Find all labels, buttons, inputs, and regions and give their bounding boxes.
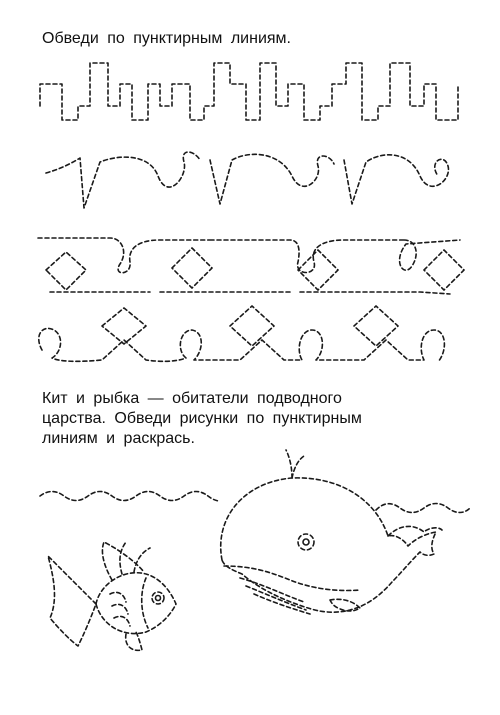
trace-line-loops-diamonds[interactable] xyxy=(39,306,445,362)
trace-line-curl-wave[interactable] xyxy=(46,152,448,208)
fish-tail[interactable] xyxy=(48,556,96,646)
fish-gill[interactable] xyxy=(142,578,148,628)
instruction-line-3: линиям и раскрась. xyxy=(42,430,195,447)
whale-drawing[interactable] xyxy=(221,450,442,614)
instruction-trace-lines: Обведи по пунктирным линиям. xyxy=(42,30,291,47)
fish-pupil xyxy=(156,596,161,601)
fish-drawing[interactable] xyxy=(48,542,176,650)
whale-spout[interactable] xyxy=(286,450,304,478)
whale-tail[interactable] xyxy=(388,526,442,536)
whale-eye[interactable] xyxy=(298,534,314,550)
fish-bottom-fin[interactable] xyxy=(126,632,142,650)
trace-line-square-wave[interactable] xyxy=(40,63,458,120)
instruction-line-1: Кит и рыбка — обитатели подводного xyxy=(42,390,342,407)
fish-scales[interactable] xyxy=(110,592,130,626)
fish-body-outline[interactable] xyxy=(96,573,176,634)
trace-line-water-wave[interactable] xyxy=(40,492,470,513)
whale-body-outline[interactable] xyxy=(221,478,436,612)
whale-pupil xyxy=(303,539,309,545)
trace-line-diamonds-loops[interactable] xyxy=(38,238,464,294)
instruction-line-2: царства. Обведи рисунки по пунктирным xyxy=(42,410,362,427)
whale-fin[interactable] xyxy=(330,599,360,611)
fish-eye[interactable] xyxy=(152,592,164,604)
whale-mouth[interactable] xyxy=(224,566,360,591)
